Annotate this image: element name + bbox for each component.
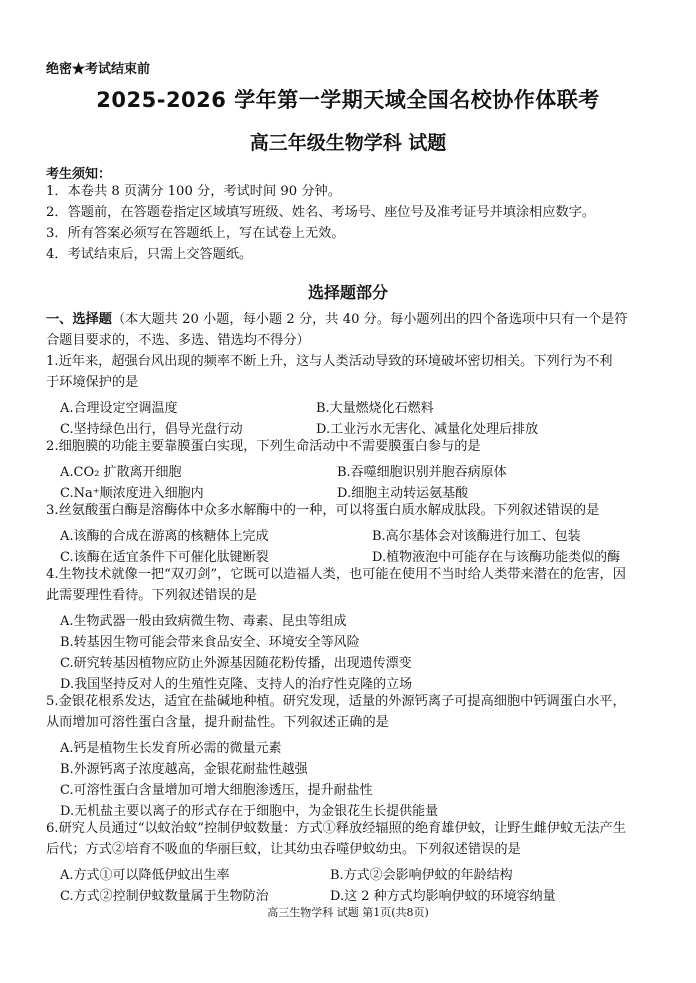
question-6-option-a: A.方式①可以降低伊蚊出生率 [60, 868, 230, 883]
part-instructions [46, 312, 627, 328]
question-2-option-b: B.吞噬细胞识别并胞吞病原体 [337, 465, 507, 480]
question-6-option-d: D.这 2 种方式均影响伊蚊的环境容纳量 [330, 889, 556, 904]
question-5-option-c: C.可溶性蛋白含量增加可增大细胞渗透压，提升耐盐性 [60, 783, 373, 798]
question-5-stem: 从而增加可溶性蛋白含量，提升耐盐性。下列叙述正确的是 [46, 715, 389, 730]
notice-item: 1．本卷共 8 页满分 100 分，考试时间 90 分钟。 [46, 184, 341, 199]
question-2-stem: 2.细胞膜的功能主要靠膜蛋白实现，下列生命活动中不需要膜蛋白参与的是 [46, 439, 481, 454]
part-desc-line1: （本大题共 20 小题，每小题 2 分，共 40 分。每小题列出的四个备选项中只有一个是符 [111, 312, 628, 327]
question-1-option-b: B.大量燃烧化石燃料 [316, 401, 434, 416]
part-label: 一、选择题 [46, 312, 112, 327]
question-6-stem: 6.研究人员通过“以蚊治蚊”控制伊蚊数量：方式①释放经辐照的绝育雄伊蚊，让野生雌伊蚊无法产生 [46, 821, 626, 836]
question-4-option-d: D.我国坚持反对人的生殖性克隆、支持人的治疗性克隆的立场 [60, 677, 413, 692]
section-title: 选择题部分 [307, 283, 388, 302]
question-1-option-d: D.工业污水无害化、减量化处理后排放 [316, 422, 539, 437]
question-1-stem: 1.近年来，超强台风出现的频率不断上升，这与人类活动导致的环境破坏密切相关。下列行为不利 [46, 354, 613, 369]
exam-subtitle: 高三年级生物学科 试题 [249, 132, 447, 154]
question-2-option-a: A.CO₂ 扩散离开细胞 [60, 465, 182, 480]
exam-title: 2025-2026 学年第一学期天域全国名校协作体联考 [96, 88, 600, 112]
question-1-option-a: A.合理设定空调温度 [60, 401, 178, 416]
question-1-stem: 于环境保护的是 [46, 375, 139, 390]
question-6-stem: 后代；方式②培育不吸血的华丽巨蚊，让其幼虫吞噬伊蚊幼虫。下列叙述错误的是 [46, 842, 521, 857]
question-5-stem: 5.金银花根系发达，适宜在盐碱地种植。研究发现，适量的外源钙离子可提高细胞中钙调蛋白水平， [46, 694, 626, 709]
question-3-option-a: A.该酶的合成在游离的核糖体上完成 [60, 529, 269, 544]
question-4-option-b: B.转基因生物可能会带来食品安全、环境安全等风险 [60, 635, 360, 650]
question-5-option-a: A.钙是植物生长发育所必需的微量元素 [60, 741, 282, 756]
question-6-option-b: B.方式②会影响伊蚊的年龄结构 [330, 868, 513, 883]
question-4-option-c: C.研究转基因植物应防止外源基因随花粉传播，出现遗传漂变 [60, 656, 412, 671]
notice-heading: 考生须知： [46, 167, 112, 182]
confidential-mark: 绝密★考试结束前 [46, 62, 151, 77]
page-footer: 高三生物学科 试题 第1页(共8页) [267, 906, 429, 919]
question-2-option-c: C.Na⁺顺浓度进入细胞内 [60, 486, 204, 501]
question-3-option-c: C.该酶在适宜条件下可催化肽键断裂 [60, 550, 269, 565]
question-3-option-d: D.植物液泡中可能存在与该酶功能类似的酶 [372, 550, 621, 565]
question-1-option-c: C.坚持绿色出行，倡导光盘行动 [60, 422, 243, 437]
question-5-option-b: B.外源钙离子浓度越高，金银花耐盐性越强 [60, 762, 308, 777]
question-3-stem: 3.丝氨酸蛋白酶是溶酶体中众多水解酶中的一种，可以将蛋白质水解成肽段。下列叙述错误的是 [46, 503, 600, 518]
question-4-stem: 此需要理性看待。下列叙述错误的是 [46, 588, 257, 603]
notice-item: 2．答题前，在答题卷指定区域填写班级、姓名、考场号、座位号及准考证号并填涂相应数字。 [46, 205, 596, 220]
part-desc-line2: 合题目要求的，不选、多选、错选均不得分） [46, 333, 310, 348]
notice-item: 4．考试结束后，只需上交答题纸。 [46, 247, 253, 262]
question-2-option-d: D.细胞主动转运氨基酸 [337, 486, 469, 501]
question-6-option-c: C.方式②控制伊蚊数量属于生物防治 [60, 889, 269, 904]
notice-item: 3．所有答案必须写在答题纸上，写在试卷上无效。 [46, 226, 345, 241]
question-4-stem: 4.生物技术就像一把“双刃剑”，它既可以造福人类，也可能在使用不当时给人类带来潜在的危害，因 [46, 567, 626, 582]
question-4-option-a: A.生物武器一般由致病微生物、毒素、昆虫等组成 [60, 614, 347, 629]
question-5-option-d: D.无机盐主要以离子的形式存在于细胞中，为金银花生长提供能量 [60, 804, 439, 819]
question-3-option-b: B.高尔基体会对该酶进行加工、包装 [372, 529, 581, 544]
